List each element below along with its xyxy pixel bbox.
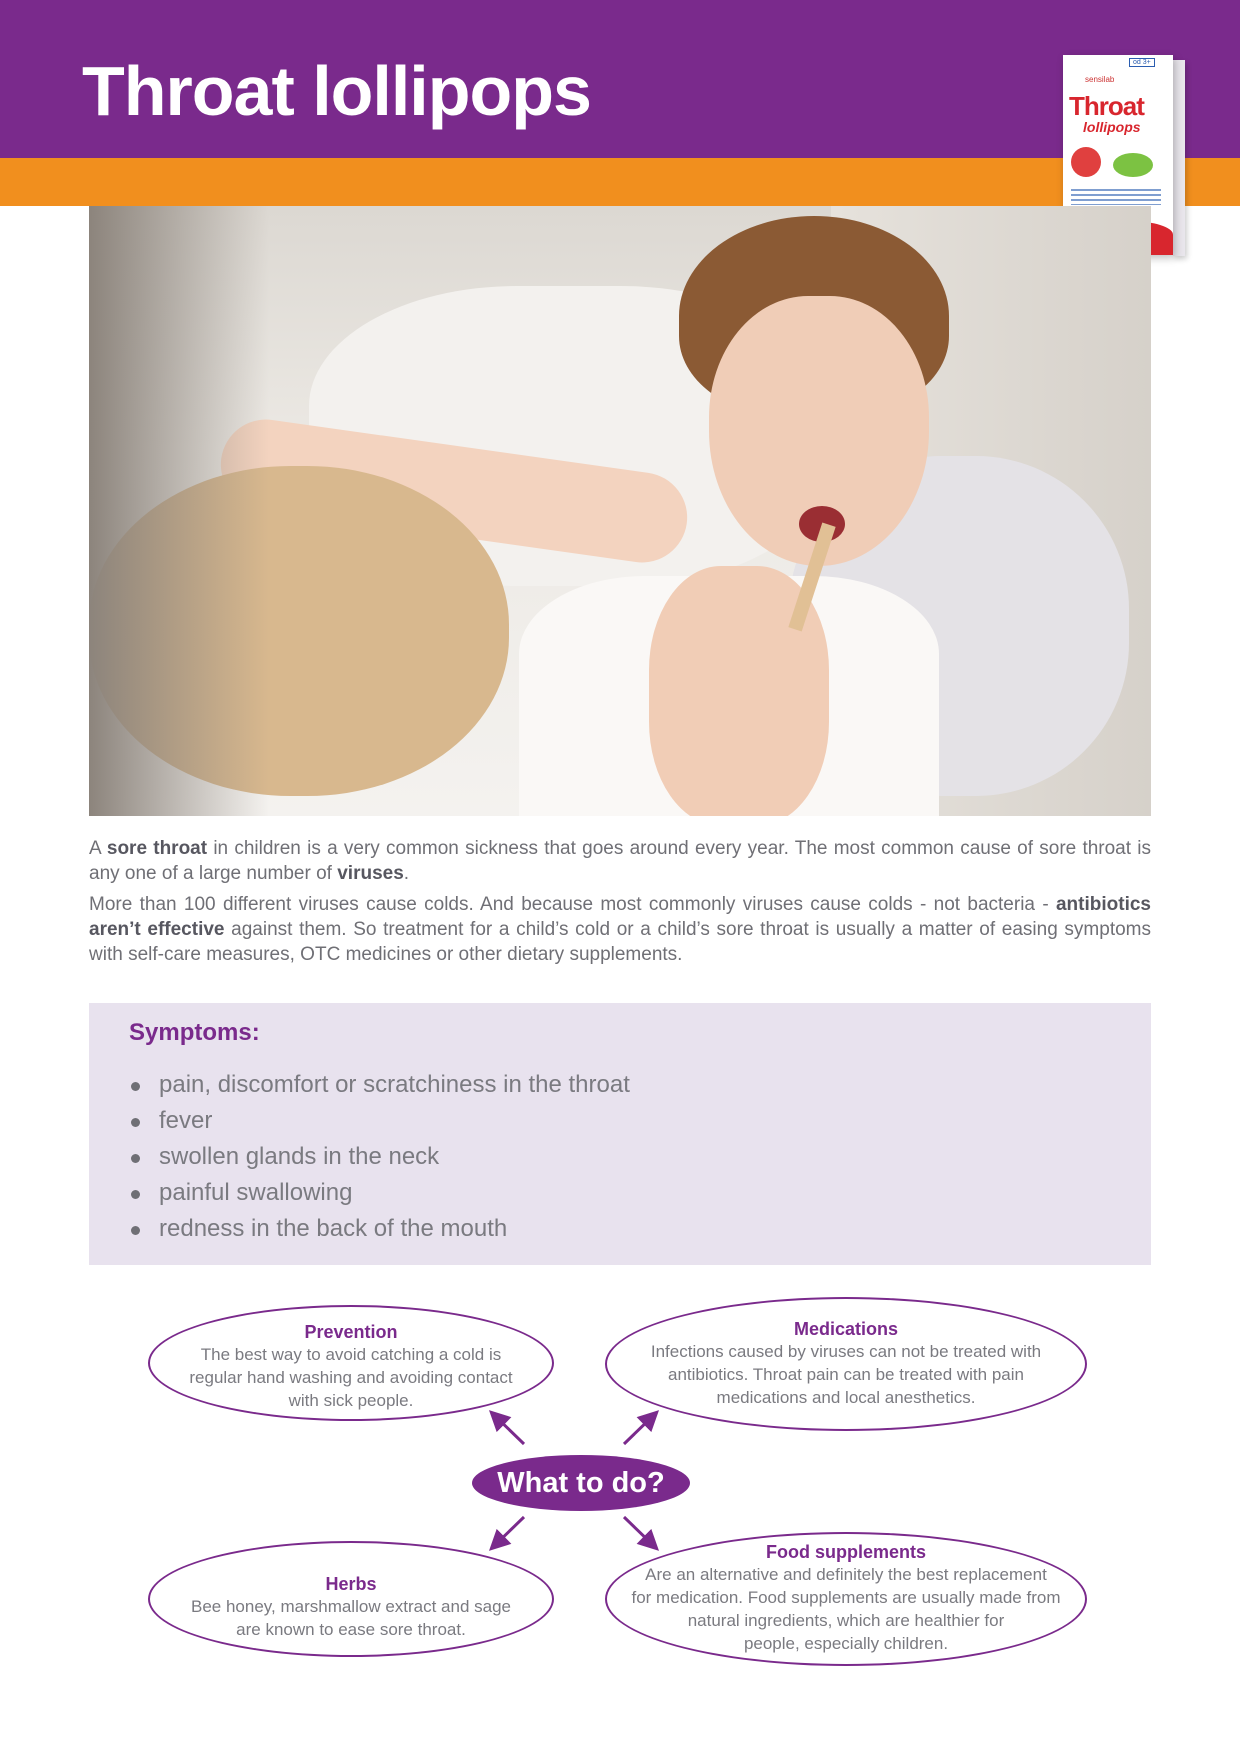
- arrow-prevention: [492, 1413, 524, 1444]
- symptom-item: pain, discomfort or scratchiness in the throat: [129, 1067, 630, 1103]
- food-supplements-text: Are an alternative and definitely the best replacement: [645, 1565, 1047, 1584]
- intro-bold-antibiotics: antibiotics aren’t effective: [89, 894, 1151, 940]
- sick-child-photo: [89, 206, 1151, 816]
- food-supplements-text: people, especially children.: [743, 1634, 949, 1653]
- photo-shadow: [89, 206, 269, 816]
- medications-text: medications and local anesthetics.: [716, 1388, 976, 1407]
- prevention-text: with sick people.: [288, 1391, 414, 1410]
- symptom-item: swollen glands in the neck: [129, 1139, 630, 1175]
- arrow-medications: [624, 1413, 656, 1444]
- symptom-item: fever: [129, 1103, 630, 1139]
- bug-mascot-illustration: [1113, 153, 1153, 177]
- intro-bold-viruses: viruses: [337, 863, 404, 884]
- symptoms-title: Symptoms:: [129, 1019, 260, 1046]
- prevention-title: Prevention: [304, 1322, 398, 1342]
- product-fine-print: [1071, 189, 1161, 205]
- product-box-side: [1173, 60, 1185, 256]
- product-age-badge: od 3+: [1129, 58, 1155, 67]
- accent-band: [0, 158, 1240, 206]
- what-to-do-pill: What to do?: [472, 1455, 690, 1511]
- symptoms-box: [89, 1003, 1151, 1265]
- symptom-item: redness in the back of the mouth: [129, 1211, 630, 1247]
- intro-text-run: against them. So treatment for a child’s cold or a child’s sore throat is usually a matter of easing symptoms with self-care measures, OTC medicines or other dietary supplements.: [89, 919, 1151, 965]
- food-supplements-bubble: [605, 1532, 1087, 1666]
- intro-bold-sore-throat: sore throat: [106, 838, 208, 859]
- product-name-line2: lollipops: [1083, 119, 1141, 135]
- product-brand: sensilab: [1085, 75, 1115, 84]
- symptom-list: [129, 1067, 630, 1247]
- food-supplements-title: Food supplements: [765, 1542, 926, 1562]
- prevention-bubble: [148, 1305, 554, 1421]
- herbs-title: Herbs: [325, 1574, 377, 1594]
- intro-text: [89, 836, 1151, 973]
- medications-bubble: [605, 1297, 1087, 1431]
- food-supplements-text: natural ingredients, which are healthier for: [687, 1611, 1005, 1630]
- medications-title: Medications: [793, 1319, 899, 1339]
- herbs-bubble: [148, 1541, 554, 1657]
- intro-text-run: A: [89, 838, 107, 859]
- herbs-text: Bee honey, marshmallow extract and sage: [190, 1597, 512, 1616]
- intro-text-run: .: [403, 863, 410, 884]
- product-name-line1: Throat: [1069, 91, 1144, 121]
- food-supplements-text: for medication. Food supplements are usually made from: [631, 1588, 1061, 1607]
- prevention-text: The best way to avoid catching a cold is: [200, 1345, 502, 1364]
- intro-paragraph-2: [89, 892, 1151, 967]
- medications-text: Infections caused by viruses can not be treated with: [650, 1342, 1042, 1361]
- page-title: Throat lollipops: [82, 52, 591, 130]
- arrow-herbs: [492, 1517, 524, 1548]
- prevention-text: regular hand washing and avoiding contact: [189, 1368, 513, 1387]
- intro-text-run: More than 100 different viruses cause colds. And because most commonly viruses cause colds - not bacteria -: [89, 894, 1056, 915]
- medications-text: antibiotics. Throat pain can be treated with pain: [668, 1365, 1024, 1384]
- symptom-item: painful swallowing: [129, 1175, 630, 1211]
- intro-paragraph-1: [89, 836, 1151, 886]
- lollipop-illustration: [1071, 147, 1101, 177]
- herbs-text: are known to ease sore throat.: [236, 1620, 466, 1639]
- intro-text-run: in children is a very common sickness that goes around every year. The most common cause of sore throat is any one of a large number of: [89, 838, 1151, 884]
